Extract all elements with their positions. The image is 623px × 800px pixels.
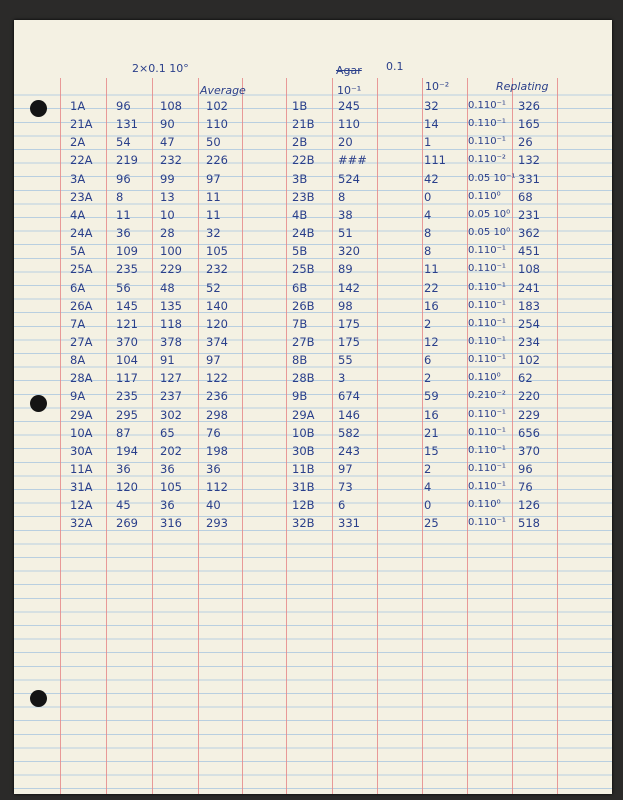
cell-d: 0.110⁻¹ (468, 408, 506, 420)
cell-v2: 10 (160, 207, 175, 222)
cell-b1: 582 (338, 425, 360, 440)
cell-a: 9A (70, 389, 86, 404)
cell-v2: 99 (160, 171, 175, 186)
cell-v1: 235 (116, 262, 138, 277)
cell-a: 27A (70, 334, 93, 349)
cell-v2: 100 (160, 244, 182, 259)
cell-b: 6B (292, 280, 308, 295)
cell-v1: 11 (116, 207, 131, 222)
cell-d: 0.110⁻¹ (468, 354, 506, 366)
cell-e: 108 (518, 262, 540, 277)
cell-a: 4A (70, 207, 86, 222)
cell-v1: 36 (116, 226, 131, 241)
cell-e: 370 (518, 443, 540, 458)
cell-a: 3A (70, 171, 86, 186)
cell-d: 0.110⁻¹ (468, 281, 506, 293)
cell-b: 21B (292, 117, 315, 132)
column-rule (286, 78, 287, 794)
cell-c: 14 (424, 117, 439, 132)
cell-c: 42 (424, 171, 439, 186)
cell-d: 0.110⁰ (468, 499, 501, 511)
cell-b1: 38 (338, 207, 353, 222)
cell-d: 0.110⁻¹ (468, 136, 506, 148)
header-replating: Replating (496, 80, 549, 93)
cell-b: 32B (292, 516, 315, 531)
cell-v1: 131 (116, 117, 138, 132)
cell-avg: 198 (206, 443, 228, 458)
cell-b: 1B (292, 99, 308, 113)
cell-a: 25A (70, 262, 93, 277)
cell-a: 2A (70, 135, 86, 150)
cell-v1: 194 (116, 443, 138, 458)
cell-d: 0.110⁻¹ (468, 426, 506, 438)
cell-v1: 370 (116, 334, 138, 349)
cell-v1: 235 (116, 389, 138, 404)
cell-v2: 118 (160, 316, 182, 331)
cell-avg: 50 (206, 135, 221, 150)
cell-v2: 47 (160, 135, 175, 150)
cell-e: 254 (518, 316, 540, 331)
cell-e: 518 (518, 516, 540, 531)
cell-c: 1 (424, 135, 432, 150)
cell-d: 0.110⁻¹ (468, 263, 506, 275)
cell-avg: 120 (206, 316, 228, 331)
cell-a: 24A (70, 226, 93, 241)
cell-c: 4 (424, 480, 432, 495)
header-dilution: 2×0.1 10° (132, 62, 189, 75)
cell-v2: 36 (160, 498, 175, 513)
cell-avg: 97 (206, 171, 221, 186)
cell-avg: 11 (206, 189, 221, 204)
punch-hole-top (30, 100, 47, 117)
cell-avg: 40 (206, 498, 221, 513)
cell-c: 25 (424, 516, 439, 531)
cell-a: 10A (70, 425, 93, 440)
cell-b1: 98 (338, 298, 353, 313)
cell-avg: 36 (206, 462, 221, 476)
cell-e: 76 (518, 480, 533, 495)
cell-e: 126 (518, 498, 540, 513)
cell-avg: 97 (206, 353, 221, 368)
cell-b1: ### (338, 153, 367, 168)
cell-c: 12 (424, 334, 439, 349)
cell-c: 11 (424, 262, 439, 277)
cell-b: 29A (292, 407, 315, 422)
cell-v1: 54 (116, 135, 131, 150)
cell-b: 9B (292, 389, 308, 404)
cell-v1: 269 (116, 516, 138, 531)
cell-v1: 45 (116, 498, 131, 513)
cell-e: 231 (518, 207, 540, 222)
cell-e: 132 (518, 153, 540, 168)
cell-a: 7A (70, 316, 86, 331)
cell-b: 22B (292, 153, 315, 168)
cell-e: 102 (518, 353, 540, 368)
cell-e: 183 (518, 298, 540, 313)
cell-avg: 52 (206, 280, 221, 295)
cell-d: 0.05 10⁻¹ (468, 172, 516, 184)
cell-e: 362 (518, 226, 540, 241)
cell-e: 229 (518, 407, 540, 422)
cell-avg: 232 (206, 262, 228, 277)
cell-d: 0.110⁻¹ (468, 481, 506, 493)
cell-d: 0.110⁻¹ (468, 299, 506, 311)
cell-c: 2 (424, 462, 432, 476)
cell-v2: 36 (160, 462, 175, 476)
cell-c: 0 (424, 189, 432, 204)
cell-a: 22A (70, 153, 93, 168)
cell-avg: 236 (206, 389, 228, 404)
column-rule (377, 78, 378, 794)
cell-v1: 8 (116, 189, 124, 204)
cell-v2: 232 (160, 153, 182, 168)
cell-v2: 13 (160, 189, 175, 204)
margin-rule (60, 78, 61, 794)
cell-a: 6A (70, 280, 86, 295)
cell-v1: 96 (116, 171, 131, 186)
cell-b1: 175 (338, 334, 360, 349)
column-rule (242, 78, 243, 794)
cell-v1: 295 (116, 407, 138, 422)
cell-c: 4 (424, 207, 432, 222)
cell-v1: 104 (116, 353, 138, 368)
page-top-margin (14, 20, 612, 82)
cell-v2: 91 (160, 353, 175, 368)
cell-b: 31B (292, 480, 315, 495)
cell-e: 220 (518, 389, 540, 404)
cell-b1: 73 (338, 480, 353, 495)
cell-a: 8A (70, 353, 86, 368)
cell-v2: 65 (160, 425, 175, 440)
punch-hole-bottom (30, 690, 47, 707)
cell-v1: 109 (116, 244, 138, 259)
cell-avg: 110 (206, 117, 228, 132)
cell-c: 21 (424, 425, 439, 440)
cell-avg: 76 (206, 425, 221, 440)
cell-avg: 298 (206, 407, 228, 422)
cell-c: 32 (424, 99, 439, 113)
cell-c: 15 (424, 443, 439, 458)
cell-v2: 302 (160, 407, 182, 422)
cell-avg: 374 (206, 334, 228, 349)
cell-d: 0.110⁻¹ (468, 118, 506, 130)
cell-c: 6 (424, 353, 432, 368)
cell-v2: 378 (160, 334, 182, 349)
cell-d: 0.210⁻² (468, 390, 506, 402)
cell-avg: 293 (206, 516, 228, 531)
cell-avg: 122 (206, 371, 228, 386)
cell-v2: 229 (160, 262, 182, 277)
cell-v1: 96 (116, 99, 131, 113)
cell-d: 0.110⁻¹ (468, 335, 506, 347)
cell-c: 16 (424, 298, 439, 313)
cell-avg: 105 (206, 244, 228, 259)
header-10-2: 10⁻² (425, 80, 450, 93)
cell-a: 30A (70, 443, 93, 458)
cell-b: 26B (292, 298, 315, 313)
cell-c: 22 (424, 280, 439, 295)
cell-e: 62 (518, 371, 533, 386)
cell-b1: 175 (338, 316, 360, 331)
cell-v1: 219 (116, 153, 138, 168)
cell-b: 10B (292, 425, 315, 440)
cell-d: 0.110⁻² (468, 154, 506, 166)
cell-avg: 112 (206, 480, 228, 495)
cell-a: 28A (70, 371, 93, 386)
cell-a: 12A (70, 498, 93, 513)
cell-d: 0.110⁻¹ (468, 317, 506, 329)
cell-c: 8 (424, 226, 432, 241)
cell-b: 2B (292, 135, 308, 150)
cell-v2: 108 (160, 99, 182, 113)
column-rule (332, 78, 333, 794)
cell-a: 26A (70, 298, 93, 313)
header-10-1: 10⁻¹ (337, 84, 362, 97)
cell-b1: 245 (338, 99, 360, 113)
cell-b: 8B (292, 353, 308, 368)
cell-b1: 320 (338, 244, 360, 259)
column-rule (152, 78, 153, 794)
header-struck-word: Agar (336, 64, 362, 77)
header-average: Average (200, 84, 246, 97)
cell-v1: 117 (116, 371, 138, 386)
cell-avg: 11 (206, 207, 221, 222)
cell-b: 23B (292, 189, 315, 204)
cell-b1: 146 (338, 407, 360, 422)
cell-a: 32A (70, 516, 93, 531)
cell-v1: 145 (116, 298, 138, 313)
cell-b: 28B (292, 371, 315, 386)
cell-b: 4B (292, 207, 308, 222)
cell-v2: 202 (160, 443, 182, 458)
cell-b: 5B (292, 244, 308, 259)
cell-e: 326 (518, 99, 540, 113)
cell-c: 59 (424, 389, 439, 404)
cell-v1: 121 (116, 316, 138, 331)
cell-a: 1A (70, 99, 86, 113)
cell-b1: 97 (338, 462, 353, 476)
cell-a: 23A (70, 189, 93, 204)
header-concentration: 0.1 (386, 60, 404, 73)
cell-b: 30B (292, 443, 315, 458)
cell-c: 2 (424, 371, 432, 386)
cell-v2: 316 (160, 516, 182, 531)
notebook-page (14, 20, 612, 794)
cell-b1: 51 (338, 226, 353, 241)
cell-b1: 331 (338, 516, 360, 531)
cell-v1: 56 (116, 280, 131, 295)
cell-b: 24B (292, 226, 315, 241)
cell-d: 0.110⁰ (468, 372, 501, 384)
cell-c: 16 (424, 407, 439, 422)
cell-d: 0.110⁰ (468, 190, 501, 202)
cell-avg: 32 (206, 226, 221, 241)
cell-b1: 524 (338, 171, 360, 186)
cell-b1: 674 (338, 389, 360, 404)
cell-e: 96 (518, 462, 533, 476)
cell-d: 0.110⁻¹ (468, 517, 506, 529)
cell-b: 27B (292, 334, 315, 349)
cell-avg: 226 (206, 153, 228, 168)
cell-avg: 140 (206, 298, 228, 313)
cell-v2: 48 (160, 280, 175, 295)
cell-v2: 237 (160, 389, 182, 404)
cell-e: 68 (518, 189, 533, 204)
cell-c: 111 (424, 153, 446, 168)
column-rule (106, 78, 107, 794)
column-rule (557, 78, 558, 794)
column-rule (198, 78, 199, 794)
cell-c: 2 (424, 316, 432, 331)
cell-v2: 28 (160, 226, 175, 241)
cell-a: 31A (70, 480, 93, 495)
cell-d: 0.110⁻¹ (468, 100, 506, 111)
cell-b: 11B (292, 462, 315, 476)
cell-v2: 90 (160, 117, 175, 132)
cell-d: 0.05 10⁰ (468, 227, 511, 239)
cell-d: 0.05 10⁰ (468, 208, 511, 220)
cell-e: 656 (518, 425, 540, 440)
cell-e: 331 (518, 171, 540, 186)
cell-c: 8 (424, 244, 432, 259)
cell-v1: 120 (116, 480, 138, 495)
cell-b: 3B (292, 171, 308, 186)
cell-b1: 89 (338, 262, 353, 277)
cell-b1: 110 (338, 117, 360, 132)
cell-v2: 127 (160, 371, 182, 386)
cell-b1: 20 (338, 135, 353, 150)
cell-e: 451 (518, 244, 540, 259)
cell-a: 21A (70, 117, 93, 132)
punch-hole-middle (30, 395, 47, 412)
cell-b: 12B (292, 498, 315, 513)
cell-e: 165 (518, 117, 540, 132)
cell-b: 7B (292, 316, 308, 331)
column-rule (422, 78, 423, 794)
cell-b1: 3 (338, 371, 346, 386)
cell-v2: 135 (160, 298, 182, 313)
cell-d: 0.110⁻¹ (468, 463, 506, 474)
cell-e: 241 (518, 280, 540, 295)
cell-d: 0.110⁻¹ (468, 444, 506, 456)
cell-b1: 142 (338, 280, 360, 295)
cell-b1: 8 (338, 189, 346, 204)
cell-v1: 36 (116, 462, 131, 476)
cell-e: 26 (518, 135, 533, 150)
cell-c: 0 (424, 498, 432, 513)
cell-v2: 105 (160, 480, 182, 495)
cell-a: 29A (70, 407, 93, 422)
cell-b1: 243 (338, 443, 360, 458)
cell-a: 5A (70, 244, 86, 259)
cell-v1: 87 (116, 425, 131, 440)
cell-a: 11A (70, 462, 93, 476)
cell-avg: 102 (206, 99, 228, 113)
cell-b1: 55 (338, 353, 353, 368)
cell-d: 0.110⁻¹ (468, 245, 506, 257)
cell-b1: 6 (338, 498, 346, 513)
cell-b: 25B (292, 262, 315, 277)
cell-e: 234 (518, 334, 540, 349)
